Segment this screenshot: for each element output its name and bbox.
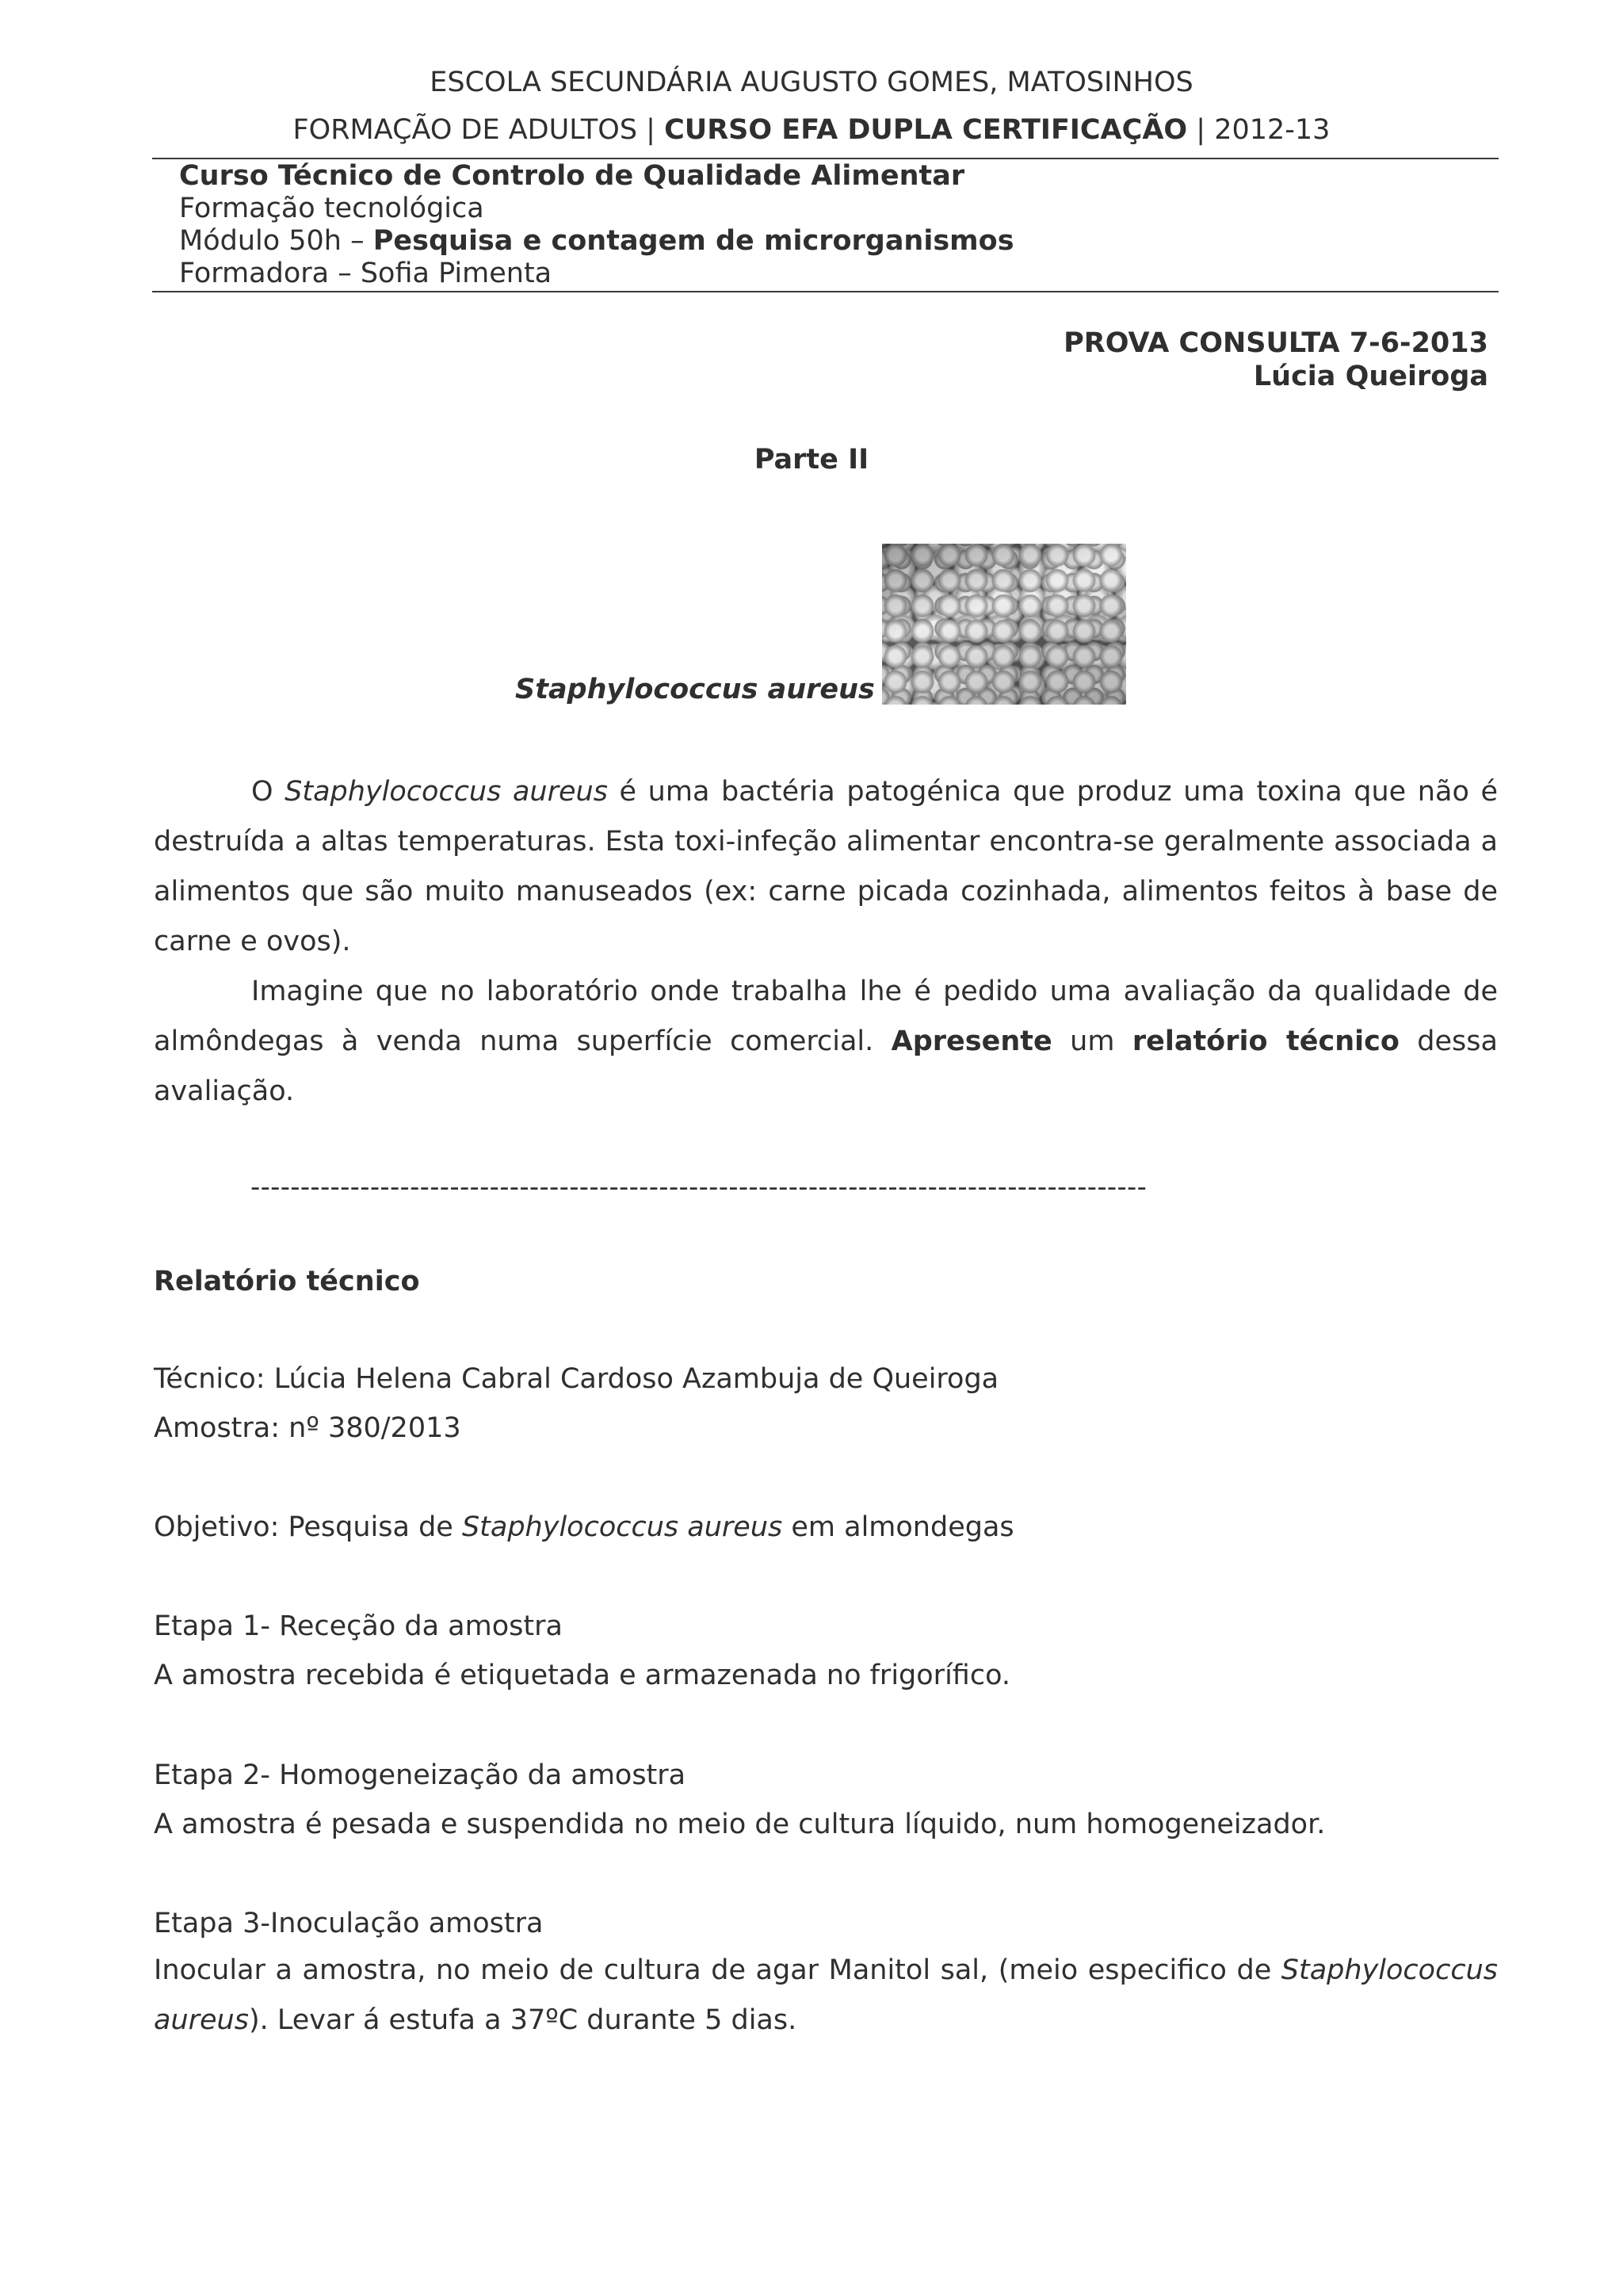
intro-text [154,767,1498,1117]
formation-course: CURSO EFA DUPLA CERTIFICAÇÃO [664,114,1188,146]
part-title: Parte II [754,444,869,476]
step1-title: Etapa 1- Receção da amostra [154,1610,563,1642]
intro-paragraph-2 [154,967,1498,1117]
bacteria-micrograph [882,544,1126,705]
separator-line: ------------------------------------------------------------------------------------------ [250,1171,1148,1203]
formation-line [0,114,1623,147]
exam-title: PROVA CONSULTA 7-6-2013 [1064,327,1488,359]
intro-p2-end: dessa avaliação. [154,1026,1498,1107]
module-name: Pesquisa e contagem de microrganismos [372,225,1014,257]
formation-year: | 2012-13 [1187,114,1331,146]
intro-p2-start: Imagine que no laboratório onde trabalha lhe é pedido uma avaliação da qualidade de almôndegas à venda numa superfície comercial. [154,976,1498,1057]
intro-p1-species: Staphylococcus aureus [285,776,608,808]
header-top-rule [152,158,1499,159]
report-technician: Técnico: Lúcia Helena Cabral Cardoso Azambuja de Queiroga [154,1363,999,1395]
step2-title: Etapa 2- Homogeneização da amostra [154,1759,686,1791]
course-title: Curso Técnico de Controlo de Qualidade Alimentar [179,160,965,192]
module-prefix: Módulo 50h – [179,225,373,257]
objective-start: Objetivo: Pesquisa de [154,1511,462,1543]
intro-p2-mid: um [1052,1026,1132,1057]
report-sample: Amostra: nº 380/2013 [154,1412,461,1444]
intro-p1-rest: é uma bactéria patogénica que produz uma toxina que não é destruída a altas temperaturas. Esta toxi-infeção alimentar encontra-se geralmente associada a alimentos que são muito manuseados (ex: carne picada cozinhada, alimentos feitos à base de carne e ovos). [154,776,1498,957]
objective-end: em almondegas [782,1511,1014,1543]
step3-start: Inocular a amostra, no meio de cultura de agar Manitol sal, (meio especifico de [154,1954,1281,1986]
figure-caption: Staphylococcus aureus [515,674,875,705]
step3-species: Staphylococcus aureus [154,1954,1498,2036]
step3-text [154,1946,1498,2046]
step3-end: ). Levar á estufa a 37ºC durante 5 dias. [248,2004,797,2036]
step3-title: Etapa 3-Inoculação amostra [154,1908,544,1939]
formation-prefix: FORMAÇÃO DE ADULTOS | [292,114,665,146]
report-heading: Relatório técnico [154,1266,420,1297]
report-objective [154,1511,1014,1544]
step2-text: A amostra é pesada e suspendida no meio de cultura líquido, num homogeneizador. [154,1809,1326,1840]
intro-p2-report: relatório técnico [1132,1026,1400,1057]
course-module [179,225,1014,258]
intro-p2-present: Apresente [891,1026,1052,1057]
intro-p1-start: O [251,776,285,808]
exam-student: Lúcia Queiroga [1253,361,1488,392]
school-name: ESCOLA SECUNDÁRIA AUGUSTO GOMES, MATOSINHOS [430,67,1193,98]
course-block [179,160,1014,290]
step1-text: A amostra recebida é etiquetada e armazenada no frigorífico. [154,1660,1011,1691]
course-trainer: Formadora – Sofia Pimenta [179,258,552,289]
course-area: Formação tecnológica [179,193,484,224]
intro-paragraph-1 [154,767,1498,967]
header-bottom-rule [152,291,1499,292]
objective-species: Staphylococcus aureus [461,1511,783,1543]
